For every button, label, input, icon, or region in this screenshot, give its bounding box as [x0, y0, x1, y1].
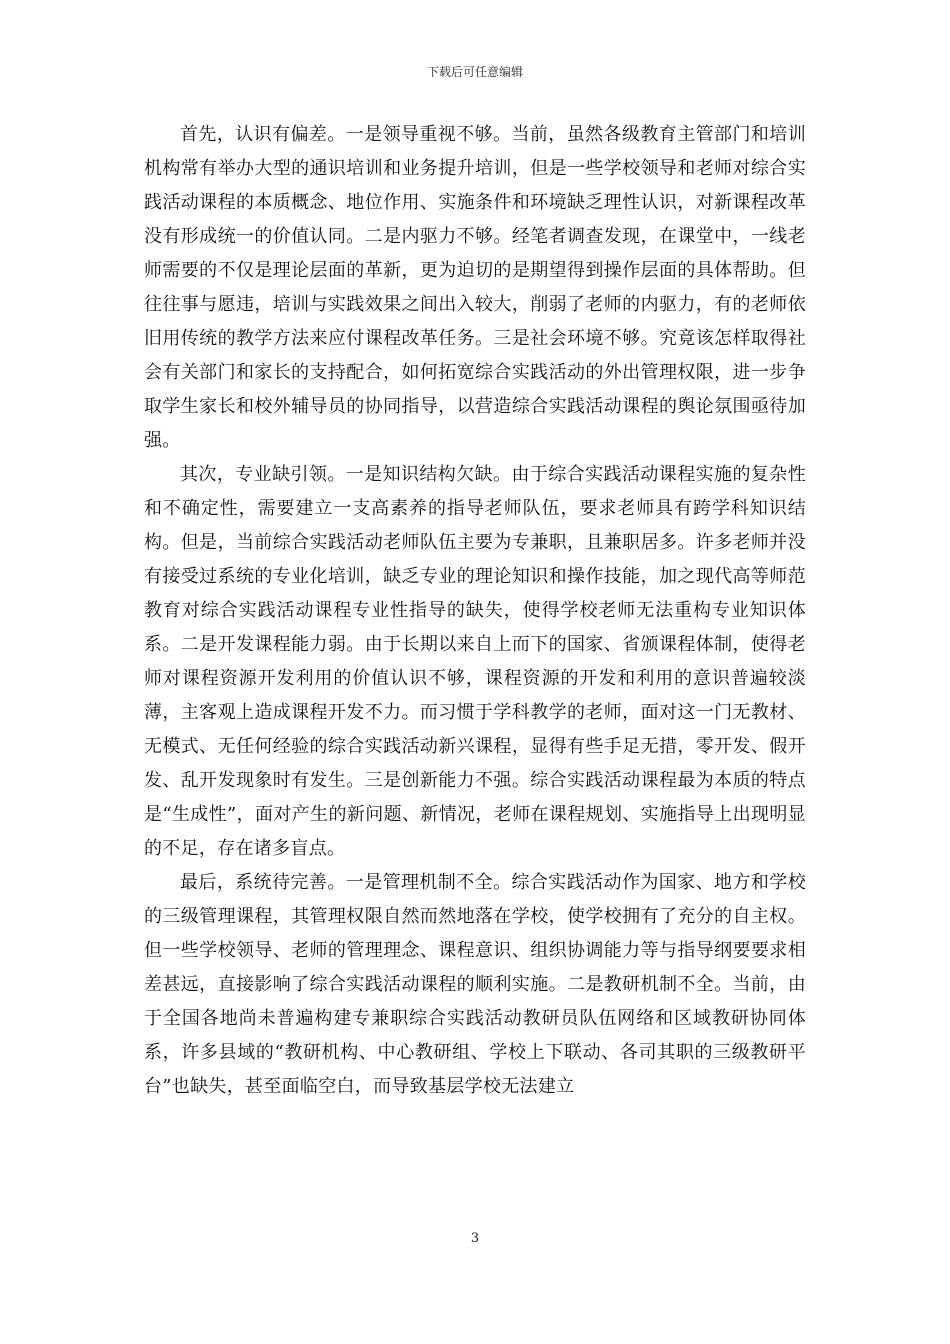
page-number: 3 — [470, 1231, 480, 1246]
paragraph-first: 首先，认识有偏差。一是领导重视不够。当前，虽然各级教育主管部门和培训机构常有举办大型的通识培训和业务提升培训，但是一些学校领导和老师对综合实践活动课程的本质概念、地位作用、实施条件和环境缺乏理性认识，对新课程改革没有形成统一的价值认同。二是内驱力不够。经笔者调查发现，在课堂中，一线老师需要的不仅是理论层面的革新，更为迫切的是期望得到操作层面的具体帮助。但往往事与愿违，培训与实践效果之间出入较大，削弱了老师的内驱力，有的老师依旧用传统的教学方法来应付课程改革任务。三是社会环境不够。究竟该怎样取得社会有关部门和家长的支持配合，如何拓宽综合实践活动的外出管理权限，进一步争取学生家长和校外辅导员的协同指导，以营造综合实践活动课程的舆论氛围亟待加强。 — [144, 124, 806, 451]
paragraph-last: 最后，系统待完善。一是管理机制不全。综合实践活动作为国家、地方和学校的三级管理课程，其管理权限自然而然地落在学校，使学校拥有了充分的自主权。但一些学校领导、老师的管理理念、课程意识、组织协调能力等与指导纲要要求相差甚远，直接影响了综合实践活动课程的顺利实施。二是教研机制不全。当前，由于全国各地尚未普遍构建专兼职综合实践活动教研员队伍网络和区域教研协同体系，许多县域的“教研机构、中心教研组、学校上下联动、各司其职的三级教研平台”也缺失，甚至面临空白，而导致基层学校无法建立 — [144, 872, 806, 1097]
paragraph-second: 其次，专业缺引领。一是知识结构欠缺。由于综合实践活动课程实施的复杂性和不确定性，需要建立一支高素养的指导老师队伍，要求老师具有跨学科知识结构。但是，当前综合实践活动老师队伍主要为专兼职，且兼职居多。许多老师并没有接受过系统的专业化培训，缺乏专业的理论知识和操作技能，加之现代高等师范教育对综合实践活动课程专业性指导的缺失，使得学校老师无法重构专业知识体系。二是开发课程能力弱。由于长期以来自上而下的国家、省颁课程体制，使得老师对课程资源开发利用的价值认识不够，课程资源的开发和利用的意识普遍较淡薄，主客观上造成课程开发不力。而习惯于学科教学的老师，面对这一门无教材、无模式、无任何经验的综合实践活动新兴课程，显得有些手足无措，零开发、假开发、乱开发现象时有发生。三是创新能力不强。综合实践活动课程最为本质的特点是“生成性”，面对产生的新问题、新情况，老师在课程规划、实施指导上出现明显的不足，存在诸多盲点。 — [144, 464, 806, 859]
document-body — [144, 118, 806, 1104]
page-header: 下载后可任意编辑 — [426, 65, 523, 79]
